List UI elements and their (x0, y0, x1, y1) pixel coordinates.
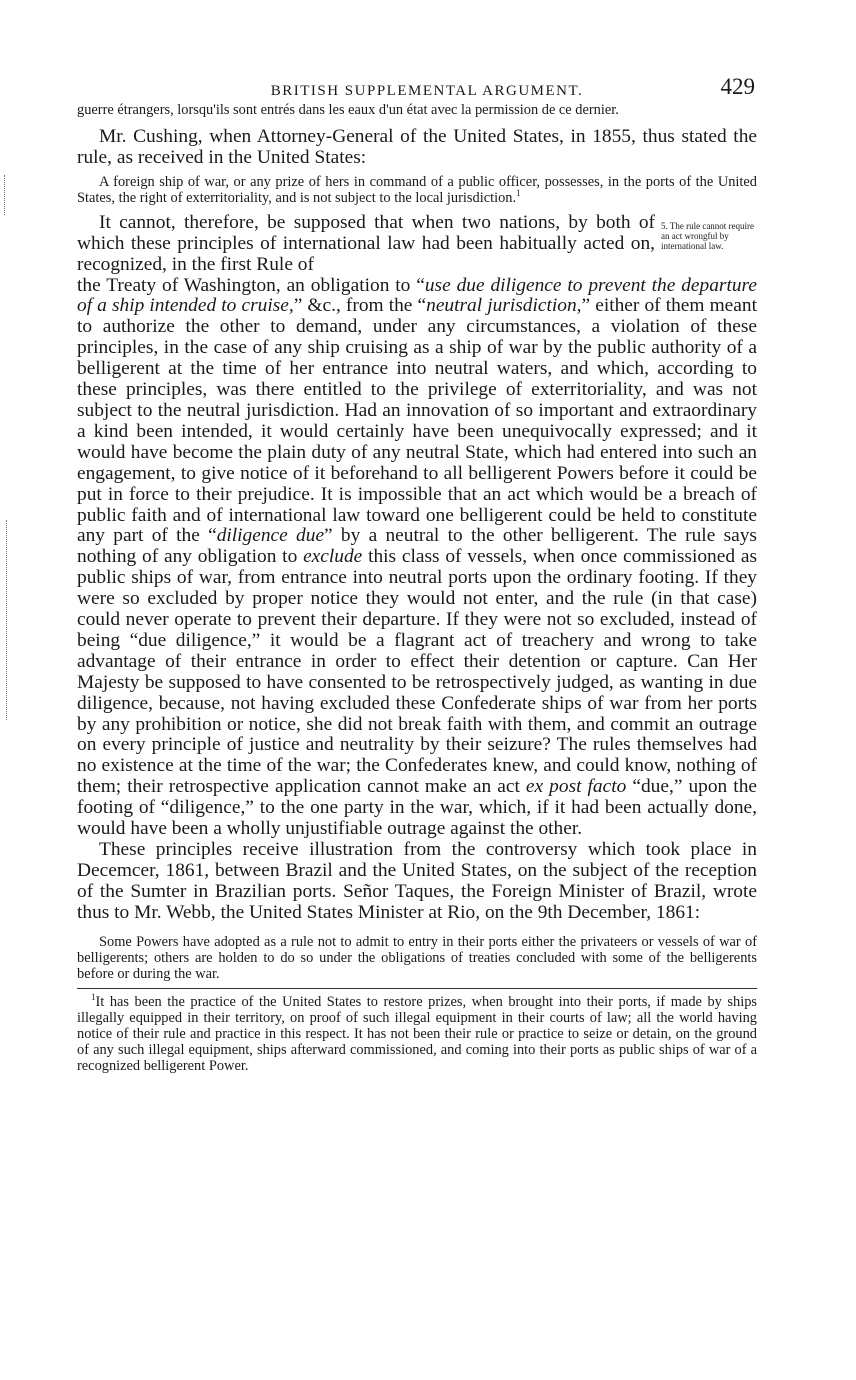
paragraph-main-lead: It cannot, therefore, be supposed that when two nations, by both of which these principles of international law had been habitually acted on, recognized, in the first Rule of (77, 211, 655, 275)
text-run: “due,” upon the footing of “diligence,” to the one party in the war, which, if it had been actually done, would have been a wholly unjustifiable outrage against the other. (77, 776, 757, 840)
quote-cushing-text: A foreign ship of war, or any prize of hers in command of a public officer, possesses, in the ports of the United States, the right of exterritoriality, and is not subject to the local jurisdiction. (77, 173, 757, 206)
scan-speck (6, 520, 9, 720)
page-number: 429 (720, 74, 755, 99)
footnote (77, 991, 757, 1074)
text-run: ” &c., from the “ (293, 295, 427, 317)
scan-speck (4, 175, 7, 215)
text-run: ” by a neutral to the other belligerent. The rule says nothing of any obligation to (77, 525, 757, 568)
continuation-text: guerre étrangers, lorsqu'ils sont entrés dans les eaux d'un état avec la permission de ce dernier. (77, 102, 619, 118)
footnote-divider (77, 988, 757, 989)
footnote-text: It has been the practice of the United States to restore prizes, when brought into their ports, if made by ships illegally equipped in their territory, on proof of such illegal equipment in their courts of law; all the world having notice of their rule and practice in this respect. It has not been their rule or practice to seize or detain, on the ground of any such illegal equipment, ships afterward commissioned, and coming into their ports as public ships of war of a recognized belligerent Power. (77, 993, 757, 1074)
footnote-marker: 1 (516, 188, 521, 199)
page-header (77, 72, 757, 102)
italic-run: neutral jurisdiction, (426, 295, 582, 317)
italic-run: use due diligence to prevent the departure of a ship intended to cruise, (77, 274, 757, 317)
running-title: BRITISH SUPPLEMENTAL ARGUMENT. (270, 83, 584, 99)
italic-run: ex post facto (525, 776, 627, 798)
italic-run: diligence due (216, 525, 325, 547)
margin-note: 5. The rule cannot require an act wrongful by international law. (661, 220, 755, 251)
paragraph-cushing: Mr. Cushing, when Attorney-General of the United States, in 1855, thus stated the rule, as received in the United States: (77, 126, 757, 168)
paragraph-brazil: These principles receive illustration from the controversy which took place in Decemcer, 1861, between Brazil and the United States, on the subject of the reception of the Sumter in Brazilian ports. Señor Taques, the Foreign Minister of Brazil, wrote thus to Mr. Webb, the United States Minister at Rio, on the 9th December, 1861: (77, 839, 757, 923)
text-run: this class of vessels, when once commissioned as public ships of war, from entrance into neutral ports upon the ordinary footing. If they were so excluded by proper notice they would not enter, and the rule (in that case) could never operate to prevent their departure. If they were not so excluded, instead of being “due diligence,” it would be a flagrant act of treachery and wrong to take advantage of their entrance in order to effect their detention or capture. Can Her Majesty be supposed to have consented to be retrospectively judged, as wanting in due diligence, because, not having excluded these Confederate ships of war from her ports by any prohibition or notice, she did not break faith with them, and commit an outrage on every principle of justice and neutrality by their seizure? The rules themselves had no existence at the time of the war; the Confederates knew, and could know, nothing of them; their retrospective application cannot make an act (77, 546, 757, 798)
paragraph-main-body (77, 276, 757, 840)
text-run: ” either of them meant to authorize the other to demand, under any circumstances, a violation of these principles, in the case of any ship cruising as a ship of war by the public authority of a belligerent at the time of her entrance into neutral waters, and which, according to these principles, was there entitled to the privilege of exterritoriality, and was not subject to the neutral jurisdiction. Had an innovation of so important and extraordinary a kind been intended, it would certainly have been unequivocally expressed; and it would have become the plain duty of any neutral State, which had entered into such an engagement, to give notice of it beforehand to all belligerent Powers before it could be put in force to their prejudice. It is impossible that an act which would be a breach of public faith and of international law toward one belligerent could be held to constitute any part of the “ (77, 295, 757, 547)
quote-cushing (77, 174, 757, 206)
footnote-number: 1 (91, 991, 96, 1002)
text-run: the Treaty of Washington, an obligation to “ (77, 274, 425, 296)
quote-brazil: Some Powers have adopted as a rule not to admit to entry in their ports either the privateers or vessels of war of belligerents; others are holden to do so under the obligations of treaties concluded with some of the belligerents before or during the war. (77, 933, 757, 982)
page (77, 72, 757, 1074)
italic-run: exclude (303, 546, 363, 568)
paragraph-main (77, 213, 757, 840)
